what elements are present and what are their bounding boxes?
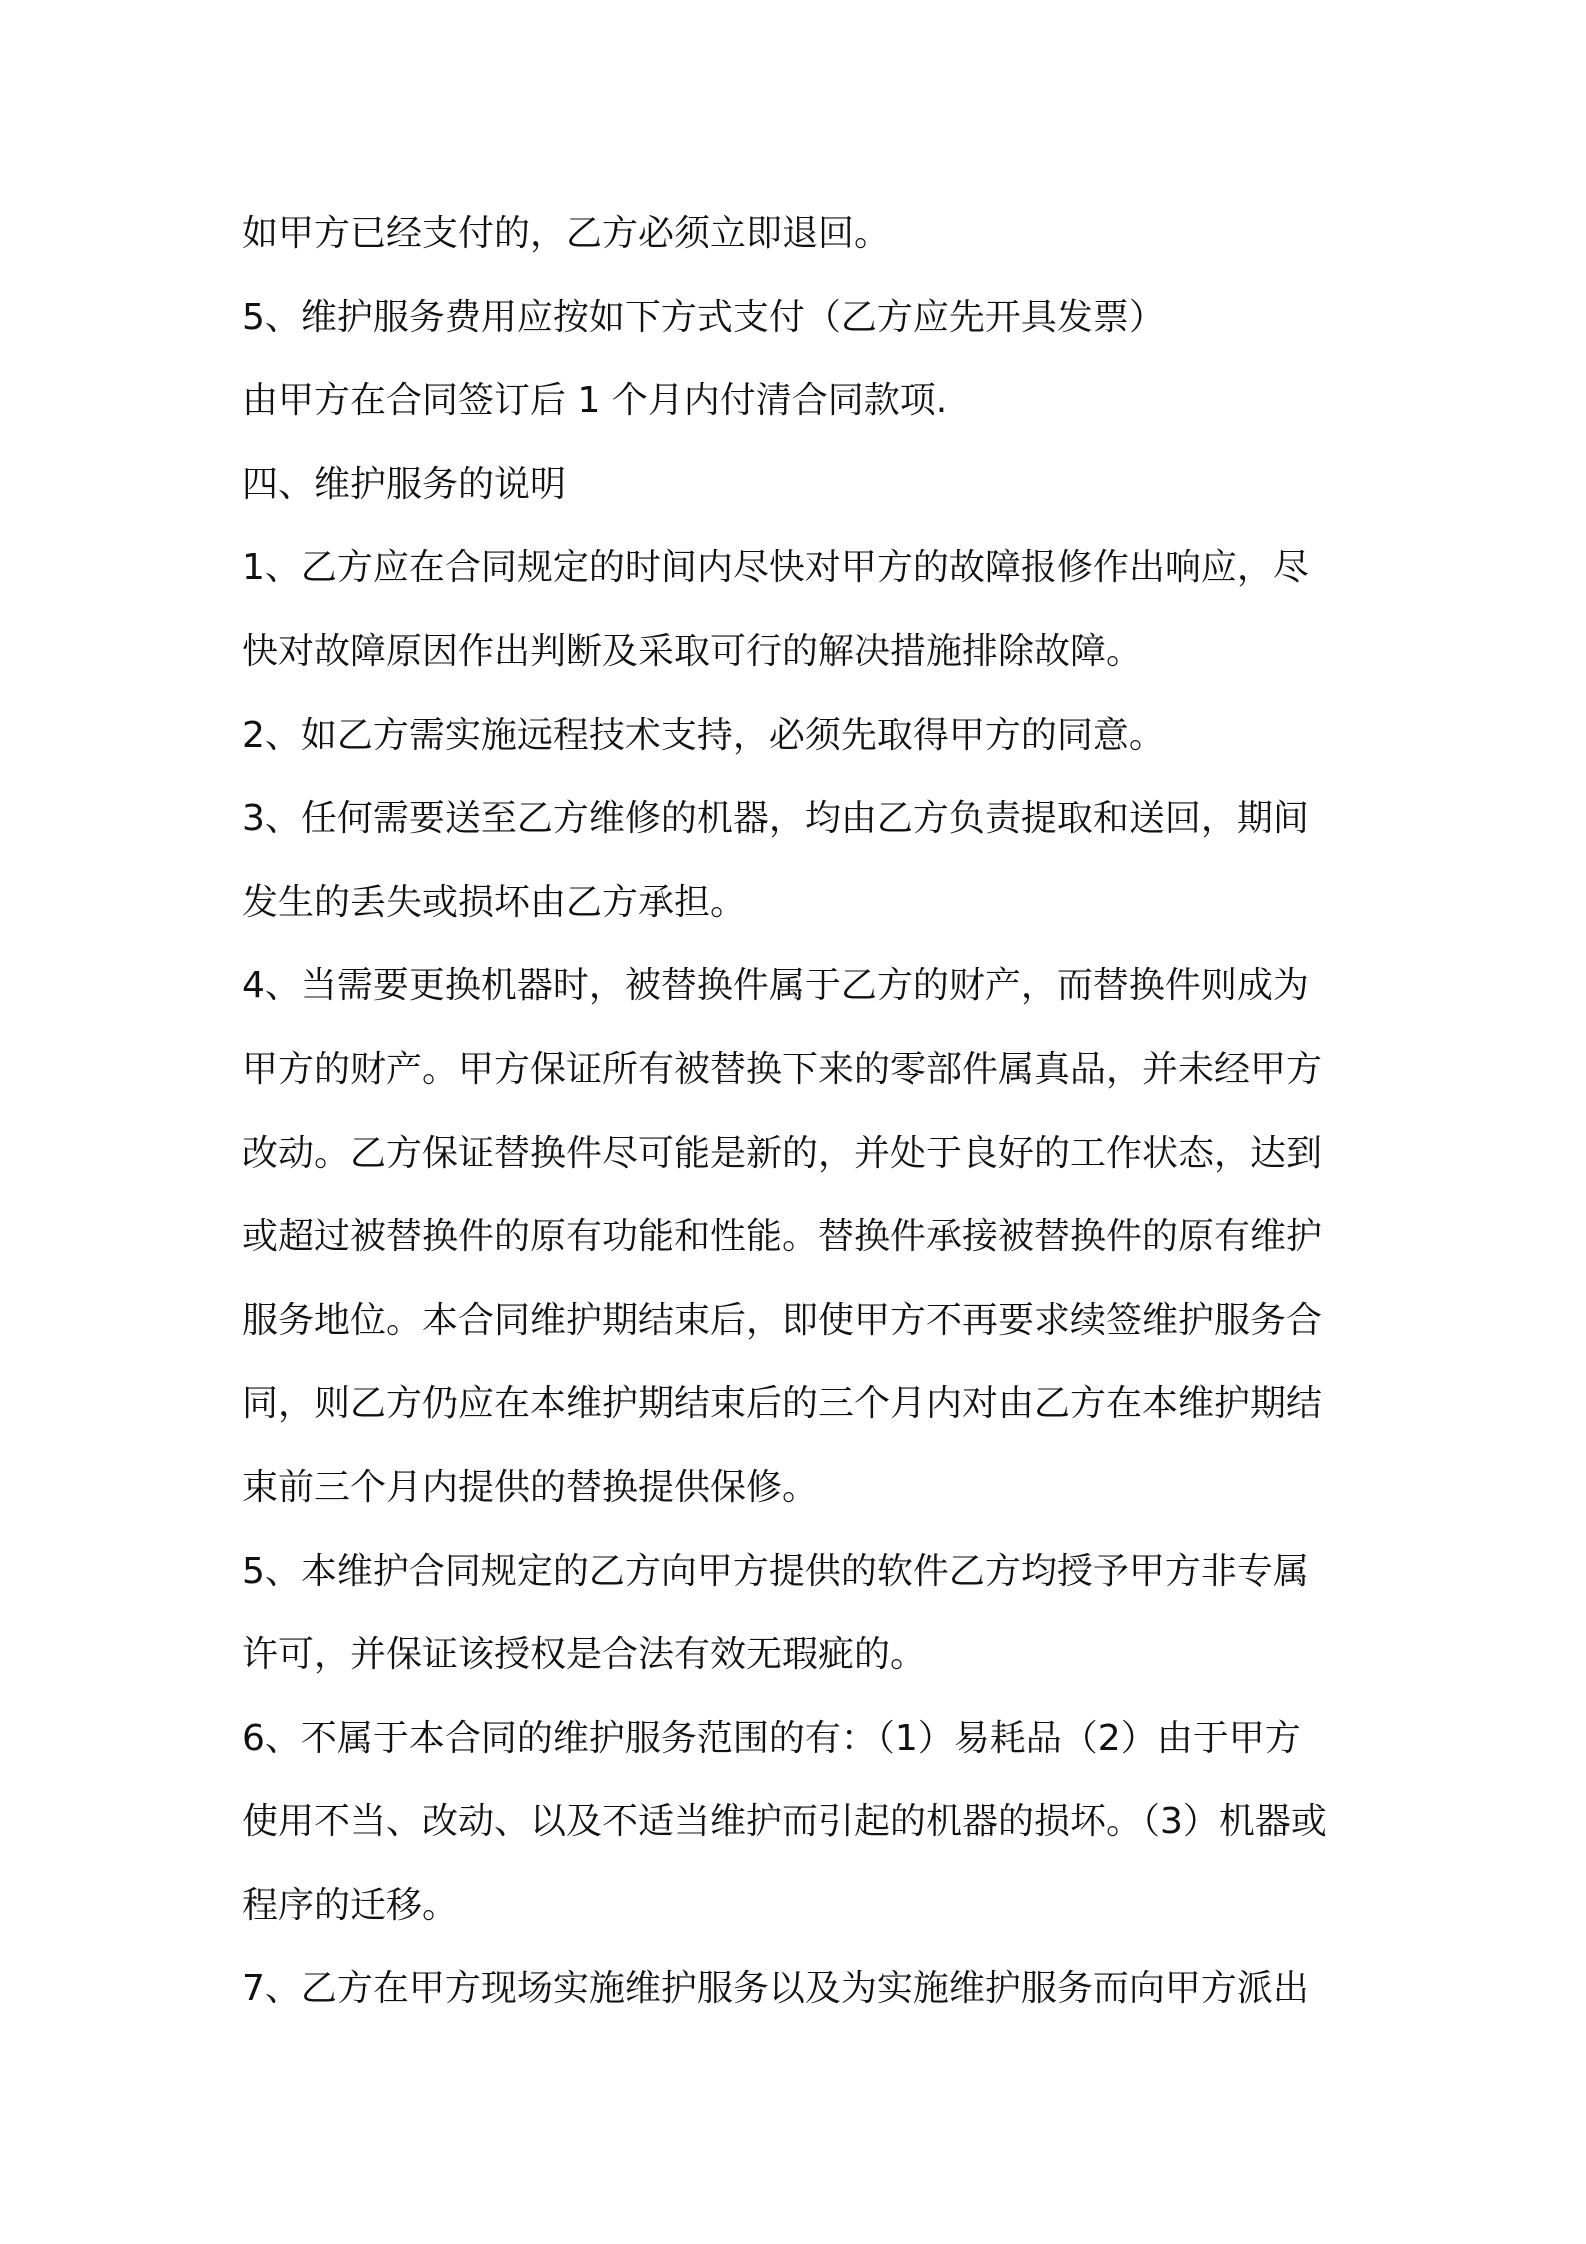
text-line: 2、如乙方需实施远程技术支持，必须先取得甲方的同意。 <box>242 714 1165 756</box>
text-line: 同，则乙方仍应在本维护期结束后的三个月内对由乙方在本维护期结 <box>242 1383 1323 1425</box>
section-heading: 四、维护服务的说明 <box>242 463 567 505</box>
text-line: 3、任何需要送至乙方维修的机器，均由乙方负责提取和送回，期间 <box>242 798 1309 840</box>
text-line: 程序的迁移。 <box>242 1884 459 1926</box>
text-line: 使用不当、改动、以及不适当维护而引起的机器的损坏。（3）机器或 <box>242 1801 1327 1843</box>
text-line: 发生的丢失或损坏由乙方承担。 <box>242 881 747 923</box>
text-line: 4、当需要更换机器时，被替换件属于乙方的财产，而替换件则成为 <box>242 965 1309 1007</box>
text-line: 服务地位。本合同维护期结束后，即使甲方不再要求续签维护服务合 <box>242 1299 1323 1341</box>
text-line: 许可，并保证该授权是合法有效无瑕疵的。 <box>242 1634 927 1676</box>
text-line: 束前三个月内提供的替换提供保修。 <box>242 1466 819 1508</box>
text-line: 由甲方在合同签订后 1 个月内付清合同款项. <box>242 380 948 422</box>
text-line: 改动。乙方保证替换件尽可能是新的，并处于良好的工作状态，达到 <box>242 1132 1323 1174</box>
text-line: 1、乙方应在合同规定的时间内尽快对甲方的故障报修作出响应，尽 <box>242 547 1309 589</box>
text-line: 如甲方已经支付的，乙方必须立即退回。 <box>242 213 891 254</box>
document-body <box>242 192 1354 2031</box>
text-line: 5、维护服务费用应按如下方式支付（乙方应先开具发票） <box>242 296 1165 338</box>
text-line: 5、本维护合同规定的乙方向甲方提供的软件乙方均授予甲方非专属 <box>242 1550 1309 1592</box>
text-line: 7、乙方在甲方现场实施维护服务以及为实施维护服务而向甲方派出 <box>242 1968 1309 2010</box>
text-line: 6、不属于本合同的维护服务范围的有：（1）易耗品（2）由于甲方 <box>242 1717 1301 1759</box>
text-line: 快对故障原因作出判断及采取可行的解决措施排除故障。 <box>242 630 1143 672</box>
text-line: 甲方的财产。甲方保证所有被替换下来的零部件属真品，并未经甲方 <box>242 1048 1323 1090</box>
text-line: 或超过被替换件的原有功能和性能。替换件承接被替换件的原有维护 <box>242 1216 1323 1258</box>
